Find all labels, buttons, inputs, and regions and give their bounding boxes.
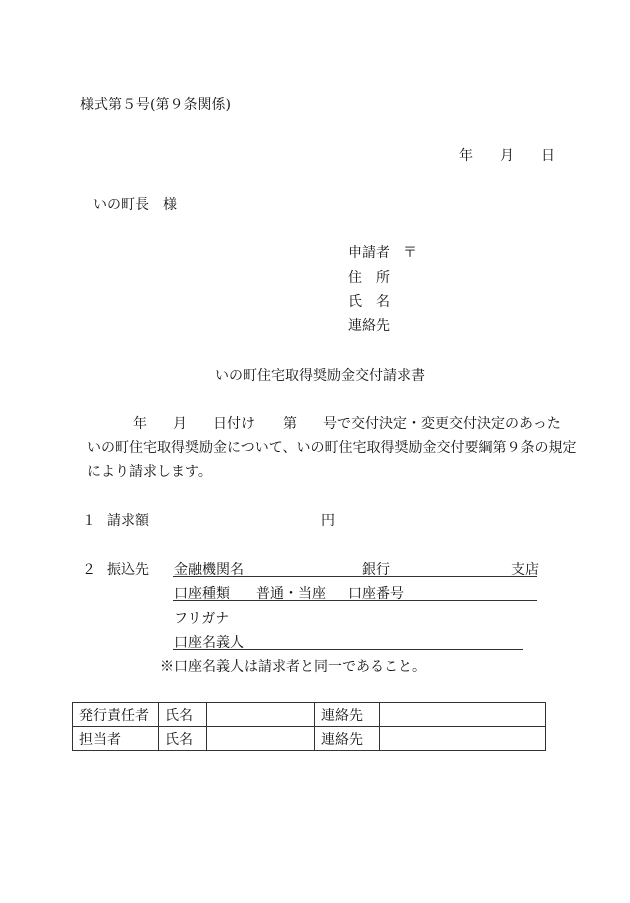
contact-label: 連絡先 (348, 318, 390, 334)
body-year: 年 (133, 416, 147, 432)
item2-number: ２ (82, 562, 96, 578)
name-value-cell (207, 703, 315, 727)
contact-value-cell (380, 703, 546, 727)
institution-underline (173, 576, 537, 577)
account-type-options: 普通・当座 (256, 586, 326, 602)
role-cell: 発行責任者 (73, 703, 159, 727)
body-month: 月 (173, 416, 187, 432)
date-day-label: 日 (541, 148, 555, 164)
item1-unit: 円 (321, 513, 335, 529)
body-line1-rest: 号で交付決定・変更交付決定のあった (323, 416, 561, 432)
name-label-cell: 氏名 (159, 703, 207, 727)
body-dai: 第 (283, 416, 297, 432)
bank-label: 銀行 (362, 562, 390, 578)
body-line3: により請求します。 (87, 464, 212, 480)
document-title: いの町住宅取得奨励金交付請求書 (215, 368, 425, 384)
holder-note: ※口座名義人は請求者と同一であること。 (160, 659, 426, 675)
table-row (73, 727, 546, 751)
postal-mark: 〒 (403, 245, 417, 261)
item1-number: １ (82, 513, 96, 529)
table-row (73, 703, 546, 727)
applicant-label: 申請者 (348, 245, 390, 261)
body-line2: いの町住宅取得奨励金について、いの町住宅取得奨励金交付要綱第９条の規定 (87, 440, 577, 456)
name-label-cell: 氏名 (159, 727, 207, 751)
role-cell: 担当者 (73, 727, 159, 751)
address-label: 住 所 (348, 270, 390, 286)
furigana-label: フリガナ (174, 611, 230, 627)
institution-label: 金融機関名 (174, 562, 244, 578)
item2-label: 振込先 (107, 562, 149, 578)
body-day-suffix: 日付け (213, 416, 255, 432)
form-number: 様式第５号(第９条関係) (80, 97, 231, 113)
holder-underline (173, 649, 523, 650)
name-value-cell (207, 727, 315, 751)
contact-label-cell: 連絡先 (315, 727, 380, 751)
contact-label-cell: 連絡先 (315, 703, 380, 727)
responsibility-table (72, 702, 546, 751)
contact-value-cell (380, 727, 546, 751)
item1-label: 請求額 (107, 513, 149, 529)
name-label: 氏 名 (348, 294, 390, 310)
addressee: いの町長 様 (93, 197, 177, 213)
account-underline (173, 600, 537, 601)
date-year-label: 年 (459, 148, 473, 164)
account-type-label: 口座種類 (174, 586, 230, 602)
branch-label: 支店 (511, 562, 539, 578)
date-month-label: 月 (500, 148, 514, 164)
holder-label: 口座名義人 (174, 635, 244, 651)
account-number-label: 口座番号 (348, 586, 404, 602)
